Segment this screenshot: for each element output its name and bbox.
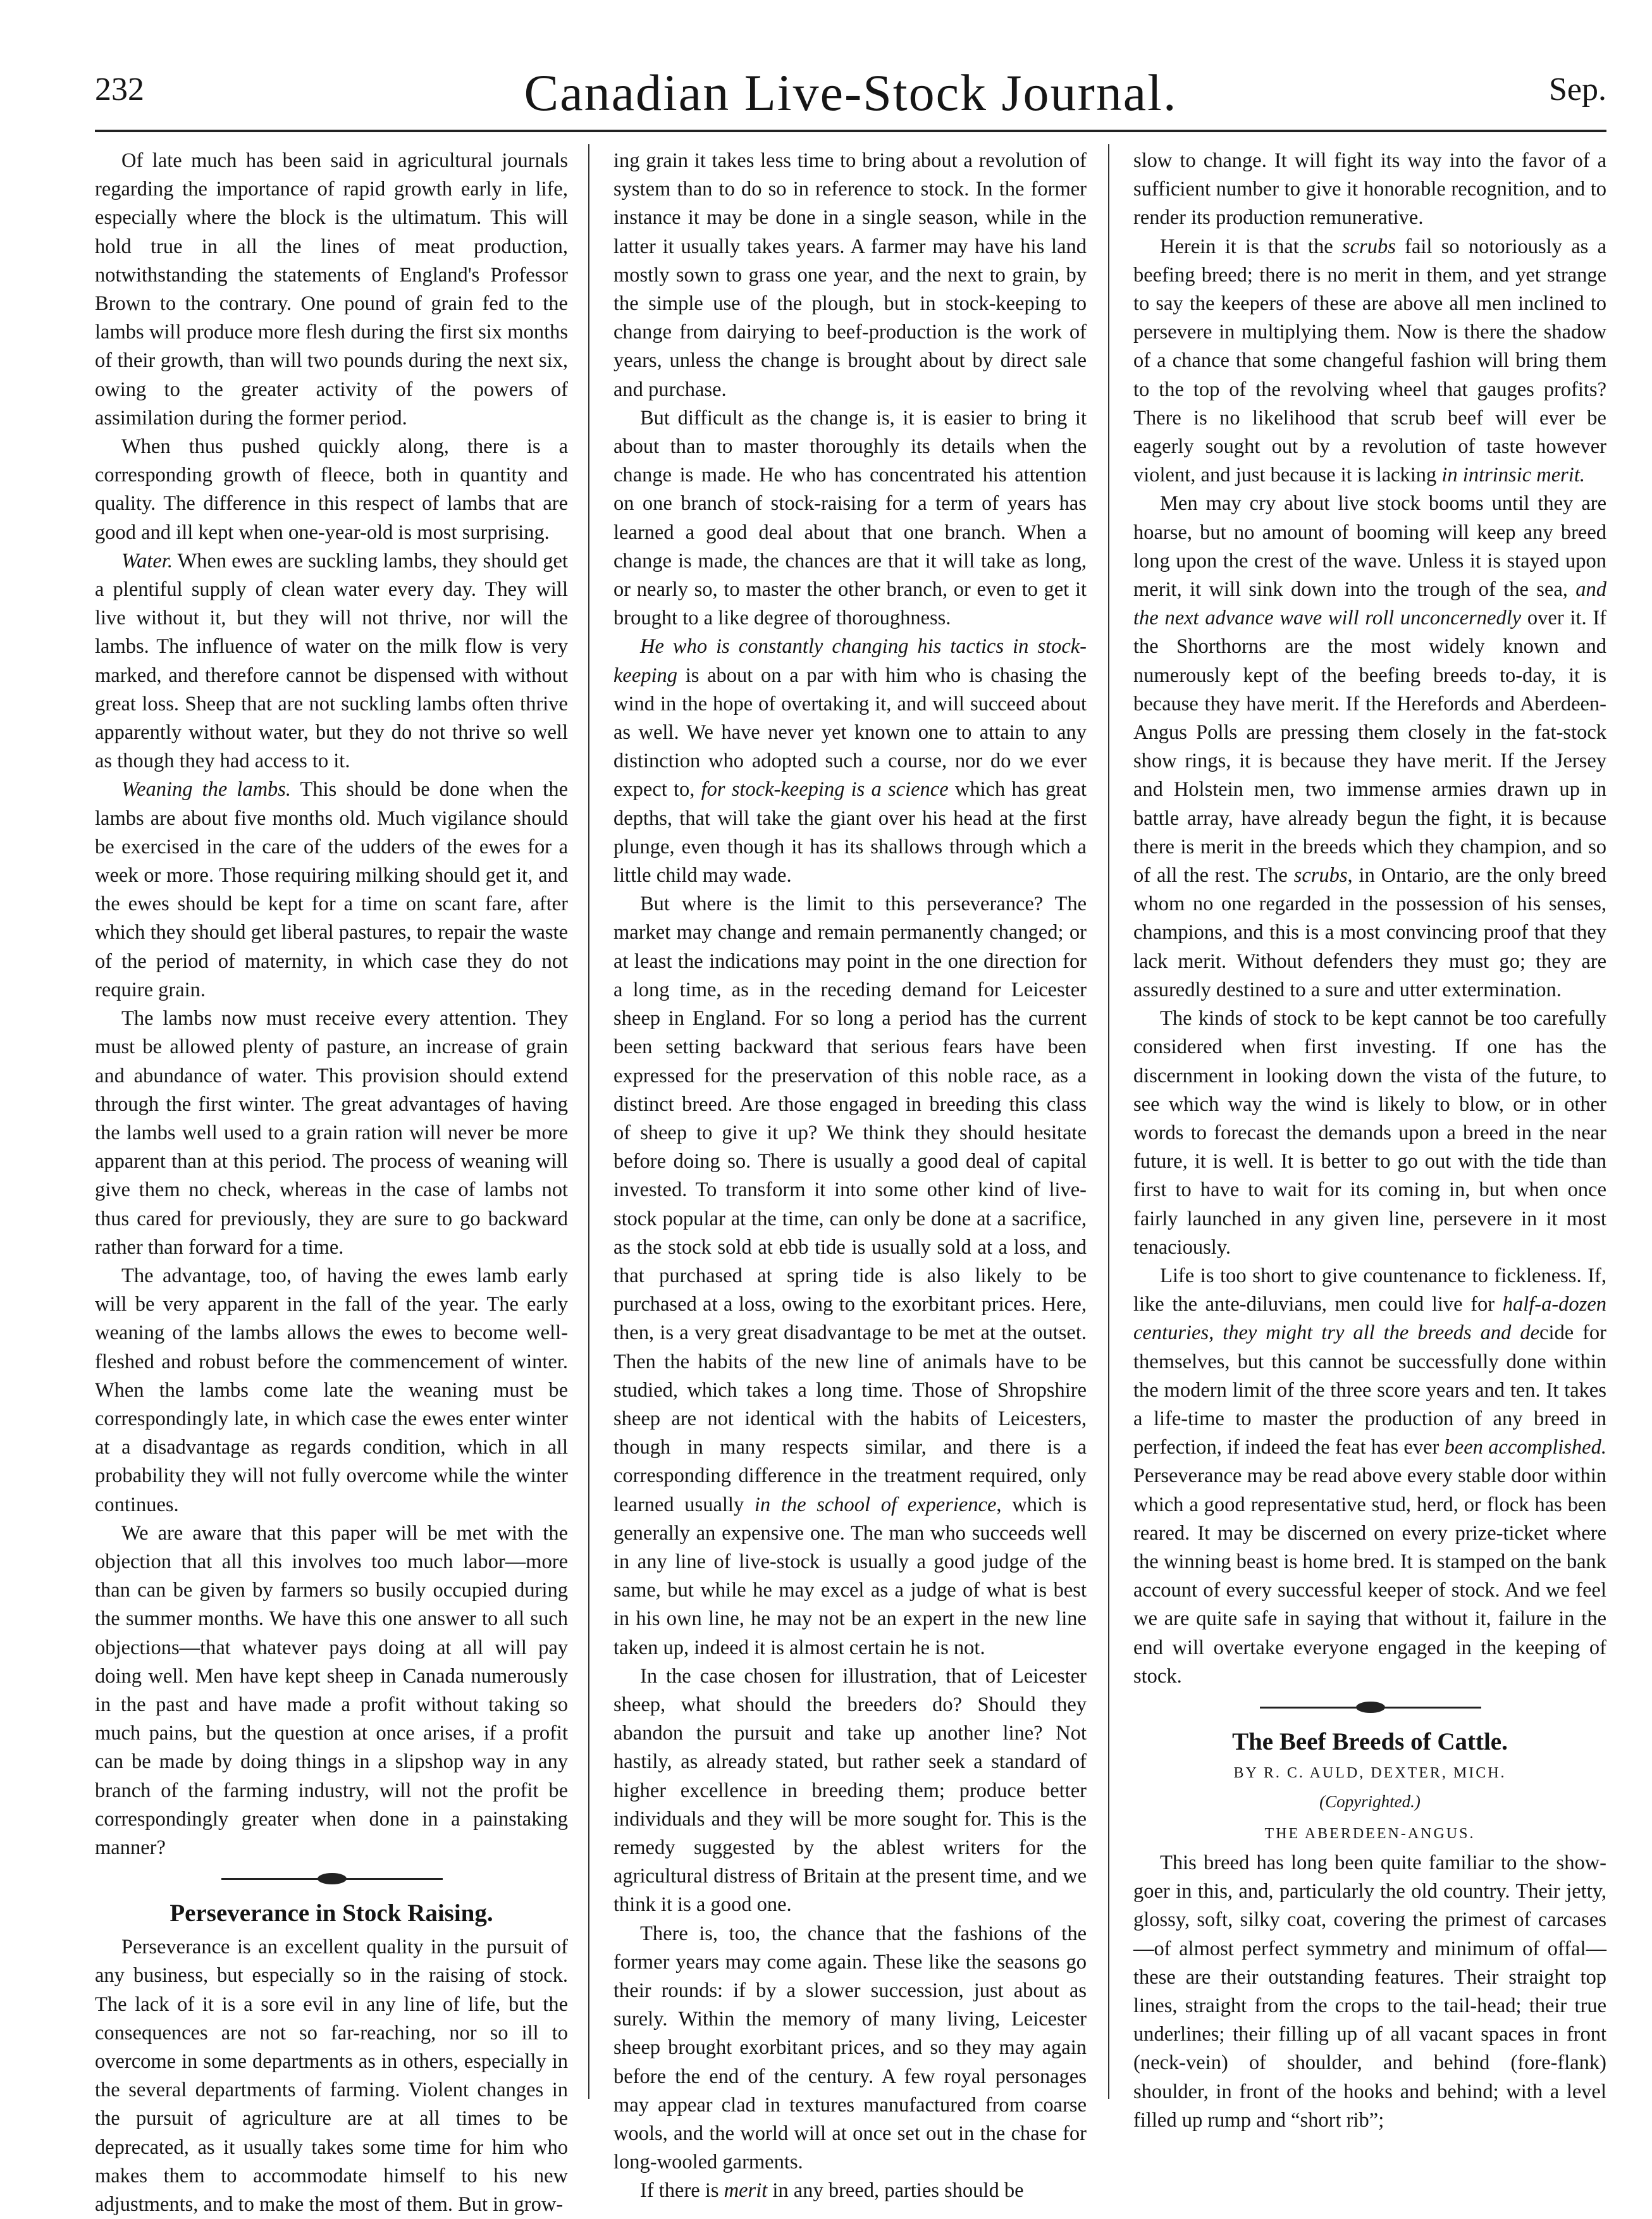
paragraph xyxy=(613,1920,1087,2177)
text-run: fail so notoriously as a beefing breed; there is no merit in them, and yet strange to say the keepers of these are above all men inclined to persevere in multiplying them. Now is there the shadow of a chance that some changeful fashion will bring them to the top of the revolving wheel that gauges profits? There is no likelihood that scrub beef will ever be eagerly sought out by a revolution of taste however violent, and just because it is lacking xyxy=(1133,235,1606,487)
italic-text: scrubs xyxy=(1293,864,1348,887)
text-run: There is, too, the chance that the fashions of the former years may come again. These like the seasons go their rounds: if by a slower succession, just about as surely. Within the memory of many living, Leicester sheep brought exorbitant prices, and so they may again before the end of the century. A few royal personages may appear clad in textures manufactured from coarse wools, and the world will at once set out in the chase for long-wooled garments. xyxy=(613,1922,1087,2174)
text-run: We are aware that this paper will be met with the objection that all this involves too much labor—more than can be given by farmers so busily occupied during the summer months. We have this one answer to all such objections—that whatever pays doing at all will pay doing well. Men have kept sheep in Canada numerously in the past and have made a profit without taking so much pains, but the question at once arises, if a profit can be made by doing things in a slipshop way in any branch of the farming industry, will not the profit be correspondingly greater when done in a painstaking manner? xyxy=(95,1521,568,1859)
text-run: in any breed, parties should be xyxy=(767,2179,1024,2203)
paragraph xyxy=(95,1519,568,1862)
column-rule xyxy=(1108,144,1109,2099)
page-number: 232 xyxy=(95,71,144,108)
article-title: Perseverance in Stock Raising. xyxy=(170,1900,493,1927)
journal-title: Canadian Live-Stock Journal. xyxy=(524,64,1178,121)
paragraph xyxy=(1133,1849,1606,2135)
article-subhead: THE ABERDEEN-ANGUS. xyxy=(1264,1825,1476,1842)
italic-text: in intrinsic merit. xyxy=(1441,464,1585,487)
paragraph xyxy=(95,776,568,1004)
text-run: If there is xyxy=(640,2179,724,2203)
text-run: The advantage, too, of having the ewes lamb early will be very apparent in the fall of the year. The early weaning of the lambs allows the ewes to become well-fleshed and robust before the commencement of winter. When the lambs come late the weaning must be correspondingly late, in which case the ewes enter winter at a disadvantage as regards condition, which in all probability they will not fully overcome while the winter continues. xyxy=(95,1264,568,1516)
text-run: Perseverance is an excellent quality in the pursuit of any business, but especially so in the raising of stock. The lack of it is a sore evil in any line of life, but the consequences are not so far-reaching, nor so ill to overcome in some departments as in others, especially in the several departments of farming. Violent changes in the pursuit of agriculture are at all times to be deprecated, as it usually takes some time for him who makes them to accommodate himself to his new adjustments, and to make the most of them. But in grow- xyxy=(95,1936,568,2216)
text-run: Herein it is that the xyxy=(1160,235,1342,258)
issue-month: Sep. xyxy=(1549,71,1606,108)
paragraph xyxy=(613,890,1087,1662)
paragraph xyxy=(1133,1262,1606,1691)
italic-text: He who is constantly changing his tactics in stock-keeping xyxy=(613,635,1087,687)
section-divider-ornament xyxy=(95,1870,568,1889)
paragraph xyxy=(613,1662,1087,1920)
text-run: The lambs now must receive every attention. They must be allowed plenty of pasture, an increase of grain and abundance of water. This provision should extend through the first winter. The great advantages of having the lambs well used to a grain ration will never be more apparent than at this period. The process of weaning will give them no check, whereas in the case of lambs not thus cared for previously, they are sure to go backward rather than forward for a time. xyxy=(95,1007,568,1259)
italic-text: in the school of experience xyxy=(754,1493,997,1516)
paragraph xyxy=(1133,1004,1606,1262)
column-2 xyxy=(613,147,1087,2203)
paragraph xyxy=(1133,233,1606,490)
paragraph xyxy=(95,1262,568,1519)
text-run: Life is too short to give countenance to fickleness. If, like the ante-diluvians, men could live for xyxy=(1133,1264,1606,1316)
paragraph xyxy=(95,433,568,547)
paragraph xyxy=(1133,490,1606,1004)
text-run: , which is generally an expensive one. The man who succeeds well in any line of live-stock is usually a good judge of the same, but while he may excel as a judge of what is best in his own line, he may not be an expert in the new line taken up, indeed it is almost certain he is not. xyxy=(613,1493,1087,1659)
italic-text: Weaning the lambs. xyxy=(121,778,292,801)
text-run: But difficult as the change is, it is easier to bring it about than to master thoroughly its details when the change is made. He who has concentrated his attention on one branch of stock-raising for a term of years has learned a good deal about that one branch. When a change is made, the chances are that it will take as long, or nearly so, to master the other branch, or even to get it brought to a like degree of thoroughness. xyxy=(613,406,1087,630)
article-byline: BY R. C. AULD, DEXTER, MICH. xyxy=(1233,1764,1507,1781)
text-run: The kinds of stock to be kept cannot be too carefully considered when first investing. If one has the discernment in looking down the vista of the future, to see which way the wind is likely to blow, or in other words to forecast the demands upon a breed in the near future, it is well. It is better to go out with the tide than first to have to wait for its coming in, but when once fairly launched in any given line, persevere in it most tenaciously. xyxy=(1133,1007,1606,1259)
paragraph xyxy=(613,2177,1087,2205)
italic-text: merit xyxy=(724,2179,768,2203)
text-run: Men may cry about live stock booms until they are hoarse, but no amount of booming will keep any breed long upon the crest of the wave. Unless it is stayed upon merit, it will sink down into the trough of the sea, xyxy=(1133,492,1606,602)
paragraph xyxy=(95,1004,568,1262)
text-run: Of late much has been said in agricultural journals regarding the importance of rapid growth early in life, especially where the block is the ultimatum. This will hold true in all the lines of meat production, notwithstanding the statements of England's Professor Brown to the contrary. One pound of grain fed to the lambs will produce more flesh during the first six months of their growth, than will two pounds during the next six, owing to the greater activity of the powers of assimilation during the former period. xyxy=(95,149,568,430)
text-run: is about on a par with him who is chasing the wind in the hope of overtaking it, and will succeed about as well. We have never yet known one to attain to any distinction who adopted such a course, nor do we ever expect to, xyxy=(613,664,1087,801)
text-run: This should be done when the lambs are about five months old. Much vigilance should be exercised in the care of the udders of the ewes for a week or more. Those requiring milking should get it, and the ewes should be kept for a time on scant fare, after which they should get liberal pastures, to repair the waste of the period of maternity, in which case they do not require grain. xyxy=(95,778,568,1001)
article-copyright: (Copyrighted.) xyxy=(1319,1791,1421,1811)
text-run: , in Ontario, are the only breed whom no one regarded in the possession of his senses, champions, and this is a most convincing proof that they lack merit. Without defenders they must go; they are assuredly destined to a sure and utter extermination. xyxy=(1133,864,1606,1001)
column-rule xyxy=(588,144,589,2099)
italic-text: Water. xyxy=(121,549,173,572)
column-3 xyxy=(1133,147,1606,2132)
section-divider-ornament xyxy=(1133,1698,1606,1717)
page-header xyxy=(95,63,1606,139)
text-run: When ewes are suckling lambs, they should get a plentiful supply of clean water every day. They will live without it, but they will not thrive, nor will the lambs. The influence of water on the milk flow is very marked, and therefore cannot be dispensed with without great loss. Sheep that are not suckling lambs often thrive apparently without water, but they do not thrive so well as though they had access to it. xyxy=(95,549,568,773)
column-1 xyxy=(95,147,568,2216)
paragraph xyxy=(613,404,1087,633)
italic-text: been accomplished. xyxy=(1444,1436,1606,1459)
text-run: When thus pushed quickly along, there is a corresponding growth of fleece, both in quantity and quality. The difference in this respect of lambs that are good and ill kept when one-year-old is most surprising. xyxy=(95,435,568,544)
text-run: In the case chosen for illustration, that of Leicester sheep, what should the breeders do? Should they abandon the pursuit and take up another line? Not hastily, as already stated, but rather seek a standard of higher excellence in breeding them; produce better individuals and they will be more sought for. This is the remedy suggested by the ablest writers for the agricultural distress of Britain at the present time, and we think it is a good one. xyxy=(613,1664,1087,1917)
paragraph xyxy=(95,147,568,433)
paragraph xyxy=(95,547,568,776)
paragraph xyxy=(1133,147,1606,233)
text-run: ing grain it takes less time to bring about a revolution of system than to do so in reference to stock. In the former instance it may be done in a single season, while in the latter it usually takes years. A farmer may have his land mostly sown to grass one year, and the next to grain, by the simple use of the plough, but in stock-keeping to change from dairying to beef-production is the work of years, unless the change is brought about by direct sale and purchase. xyxy=(613,149,1087,401)
text-run: slow to change. It will fight its way into the favor of a sufficient number to give it honorable recognition, and to render its production remunerative. xyxy=(1133,149,1606,230)
italic-text: for stock-keeping is a science xyxy=(701,778,949,801)
text-run: This breed has long been quite familiar to the show-goer in this, and, particularly the old country. Their jetty, glossy, soft, silky coat, covering the primest of carcases—of almost perfect symmetry and minimum of offal—these are their outstanding features. Their straight top lines, straight from the crops to the tail-head; their true underlines; their filling up of all vacant spaces in front (neck-vein) of shoulder, and behind (fore-flank) shoulder, in front of the hooks and behind; with a level filled up rump and “short rib”; xyxy=(1133,1851,1606,2132)
text-run: which has great depths, that will take the giant over his head at the first plunge, even though it has its shallows through which a little child may wade. xyxy=(613,778,1087,887)
paragraph xyxy=(613,147,1087,404)
text-run: cide for themselves, but this cannot be successfully done within the modern limit of the three score years and ten. It takes a life-time to master the production of any breed in perfection, if indeed the feat has ever xyxy=(1133,1321,1606,1459)
italic-text: half-a-dozen centuries, they might try all the breeds and de xyxy=(1133,1293,1606,1345)
text-run: Perseverance may be read above every stable door within which a good representative stud, herd, or flock has been reared. It may be discerned on every prize-ticket where the winning beast is home bred. It is stamped on the bank account of every successful keeper of stock. And we feel we are quite safe in saying that without it, failure in the end will overtake everyone engaged in the keeping of stock. xyxy=(1133,1464,1606,1688)
article-title: The Beef Breeds of Cattle. xyxy=(1232,1728,1508,1755)
italic-text: and the next advance wave will roll unconcernedly xyxy=(1133,578,1606,630)
text-run: But where is the limit to this perseverance? The market may change and remain permanently changed; or at least the indications may point in the one direction for a long time, as in the receding demand for Leicester sheep in England. For so long a period has the current been setting backward that serious fears have been expressed for the preservation of this noble race, as a distinct breed. Are those engaged in breeding this class of sheep to give it up? We think they should hesitate before doing so. There is usually a good deal of capital invested. To transform it into some other kind of live-stock popular at the time, can only be done at a sacrifice, as the stock sold at ebb tide is usually sold at a loss, and that purchased at spring tide is also likely to be purchased at a loss, owing to the exorbitant prices. Here, then, is a very great disadvantage to be met at the outset. Then the habits of the new line of animals have to be studied, which takes a long time. Those of Shropshire sheep are not identical with the habits of Leicesters, though in many respects similar, and there is a corresponding difference in the treatment required, only learned usually xyxy=(613,893,1087,1516)
paragraph xyxy=(613,633,1087,890)
text-run: over it. If the Shorthorns are the most widely known and numerously kept of the beefing breeds to-day, it is because they have merit. If the Herefords and Aberdeen-Angus Polls are pressing them closely in the fat-stock show rings, it is because they have merit. If the Jersey and Holstein men, two immense armies drawn up in battle array, have already begun the fight, it is because there is merit in the breeds which they champion, and so of all the rest. The xyxy=(1133,607,1606,887)
header-rule xyxy=(95,130,1606,132)
paragraph xyxy=(95,1933,568,2219)
italic-text: scrubs xyxy=(1341,235,1396,258)
